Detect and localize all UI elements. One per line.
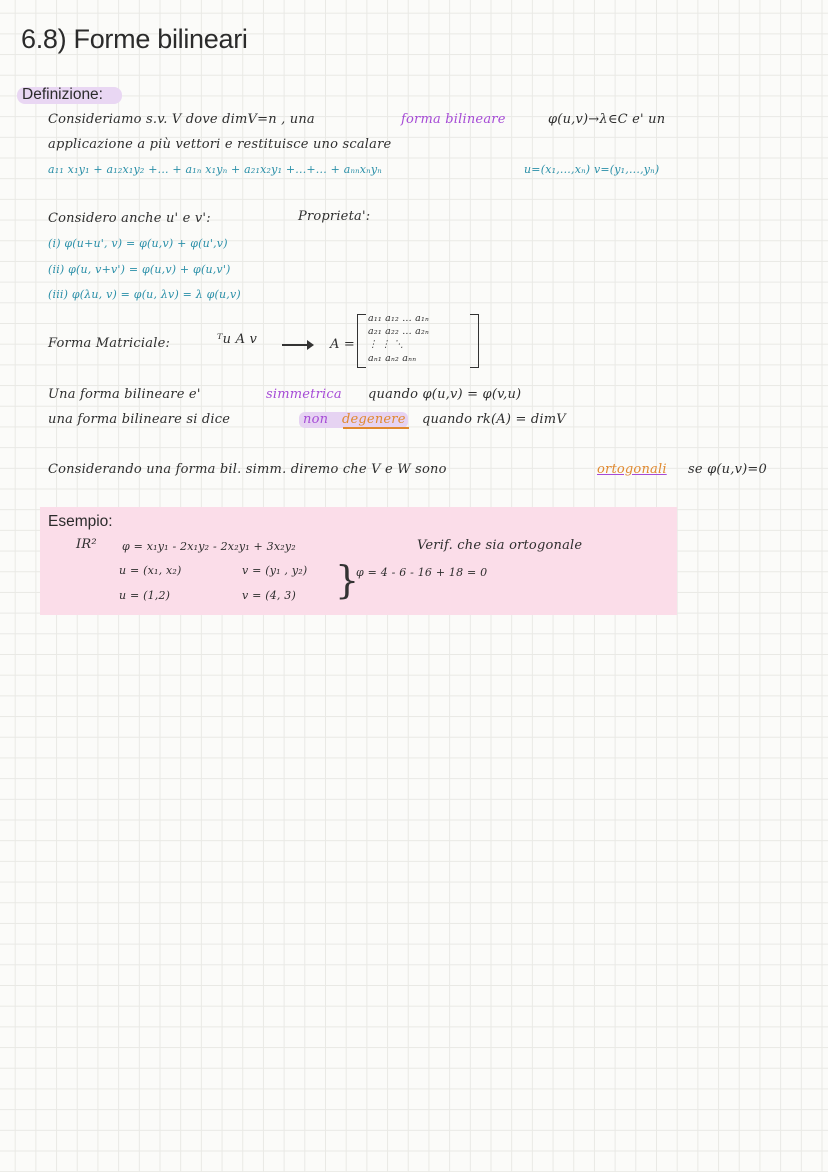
proprieta-intro: Considero anche u' e v':	[48, 211, 211, 226]
definizione-label: Definizione:	[22, 86, 103, 103]
esempio-verif: Verif. che sia ortogonale	[417, 538, 583, 553]
esempio-label: Esempio:	[48, 513, 113, 530]
matrix-a-equals: A =	[330, 337, 356, 352]
matrix-row-1: a₁₁ a₁₂ ... a₁ₙ	[368, 313, 430, 324]
degenere-underline	[343, 427, 409, 429]
matrix-row-3: ⋮ ⋮ ⋱	[368, 339, 404, 350]
arrow-icon	[282, 344, 312, 346]
term-non: non	[303, 412, 329, 427]
definizione-line1-b: φ(u,v)→λ∈C e' un	[548, 112, 666, 127]
matrix-row-4: aₙ₁ aₙ₂ aₙₙ	[368, 353, 417, 364]
term-simmetrica: simmetrica	[266, 387, 342, 402]
proprieta-item-3: (iii) φ(λu, v) = φ(u, λv) = λ φ(u,v)	[48, 288, 241, 301]
simmetrica-line-a: Una forma bilineare e'	[48, 387, 201, 402]
matrix-row-2: a₂₁ a₂₂ ... a₂ₙ	[368, 326, 430, 337]
term-ortogonali: ortogonali	[597, 462, 667, 477]
ortogonali-line-a: Considerando una forma bil. simm. diremo che V e W sono	[48, 462, 447, 477]
matrix-right-bracket	[470, 314, 479, 368]
matriciale-label: Forma Matriciale:	[48, 336, 171, 351]
definizione-line1-a: Consideriamo s.v. V dove dimV=n , una	[48, 112, 315, 127]
esempio-v-val: v = (4, 3)	[242, 589, 296, 602]
esempio-space: IR²	[76, 537, 97, 552]
simmetrica-line-b: quando φ(u,v) = φ(v,u)	[368, 387, 522, 402]
proprieta-item-1: (i) φ(u+u', v) = φ(u,v) + φ(u',v)	[48, 237, 228, 250]
brace-icon: }	[335, 558, 360, 602]
term-degenere: degenere	[342, 412, 406, 427]
matrix-left-bracket	[357, 314, 366, 368]
definizione-formula: a₁₁ x₁y₁ + a₁₂x₁y₂ +... + a₁ₙ x₁yₙ + a₂₁x₂y₁ +...+... + aₙₙxₙyₙ	[48, 163, 382, 176]
proprieta-label: Proprieta':	[298, 209, 371, 224]
term-forma-bilineare: forma bilineare	[401, 112, 506, 127]
proprieta-item-2: (ii) φ(u, v+v') = φ(u,v) + φ(u,v')	[48, 263, 231, 276]
ortogonali-line-b: se φ(u,v)=0	[688, 462, 767, 477]
definizione-line2: applicazione a più vettori e restituisce uno scalare	[48, 137, 392, 152]
esempio-v-def: v = (y₁ , y₂)	[242, 564, 308, 577]
esempio-u-def: u = (x₁, x₂)	[119, 564, 182, 577]
page-title: 6.8) Forme bilineari	[21, 24, 248, 54]
degenere-line-a: una forma bilineare si dice	[48, 412, 231, 427]
esempio-phi: φ = x₁y₁ - 2x₁y₂ - 2x₂y₁ + 3x₂y₂	[122, 540, 296, 553]
definizione-vectors: u=(x₁,...,xₙ) v=(y₁,...,yₙ)	[524, 163, 660, 176]
degenere-line-b: quando rk(A) = dimV	[422, 412, 566, 427]
matriciale-expression: ᵀu A v	[217, 332, 258, 347]
esempio-result: φ = 4 - 6 - 16 + 18 = 0	[356, 566, 488, 579]
esempio-u-val: u = (1,2)	[119, 589, 171, 602]
